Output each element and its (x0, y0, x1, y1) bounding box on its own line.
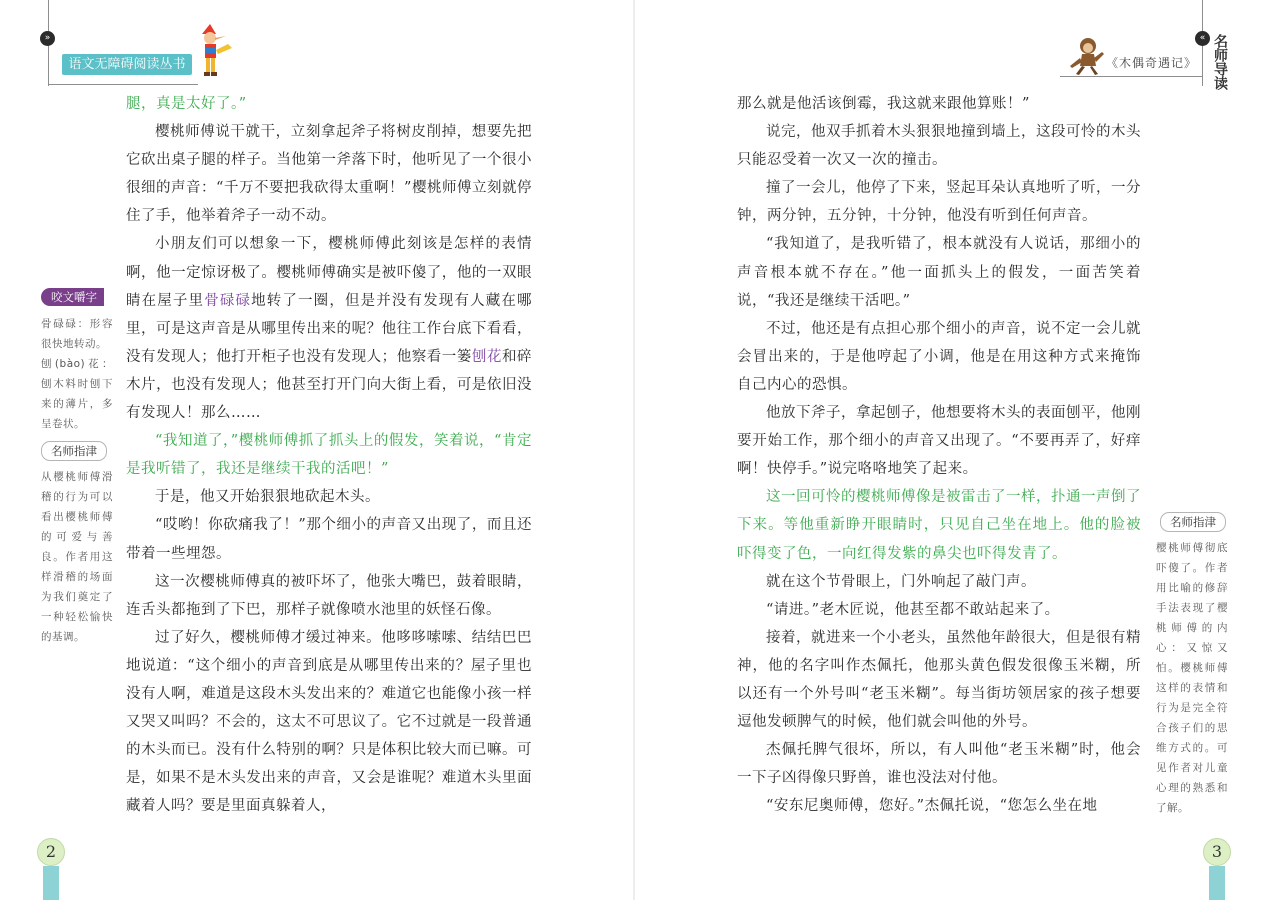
paragraph: 他放下斧子，拿起刨子，他想要将木头的表面刨平，他刚要开始工作，那个细小的声音又出现了。“不要再弄了，好痒啊！快停手。”说完咯咯地笑了起来。 (737, 405, 1141, 478)
paragraph: 樱桃师傅说干就干，立刻拿起斧子将树皮削掉，想要先把它砍出桌子腿的样子。当他第一斧落下时，他听见了一个很小很细的声音：“千万不要把我砍得太重啊！”樱桃师傅立刻就停住了手，他举着斧子一动不动。 (126, 124, 532, 225)
paragraph: 于是，他又开始狠狠地砍起木头。 (155, 489, 380, 506)
paragraph: “哎哟！你砍痛我了！”那个细小的声音又出现了，而且还带着一些埋怨。 (126, 517, 532, 562)
monkey-icon (1064, 36, 1106, 76)
paragraph: 那么就是他活该倒霉，我这就来跟他算账！” (737, 96, 1030, 112)
teacher-tip-note: 樱桃师傅彻底吓傻了。作者用比喻的修辞手法表现了樱桃师傅的内心：又惊又怕。樱桃师傅这样的表情和行为是完全符合孩子们的思维方式的。可见作者对儿童心理的熟悉和了解。 (1156, 542, 1228, 814)
page-number: 3 (1203, 838, 1231, 866)
paragraph: “我知道了，是我听错了，根本就没有人说话，那细小的声音根本就不存在。”他一面抓头上的假发，一面苦笑着说，“我还是继续干活吧。” (737, 236, 1141, 309)
glossary-note: 刨(bào)花：刨木料时刨下来的薄片，多呈卷状。 (41, 358, 113, 430)
paragraph: 腿，真是太好了。” (126, 96, 247, 112)
paragraph: 撞了一会儿，他停了下来，竖起耳朵认真地听了听，一分钟，两分钟，五分钟，十分钟，他没有听到任何声音。 (737, 180, 1141, 225)
page-number: 2 (37, 838, 65, 866)
paragraph: 杰佩托脾气很坏，所以，有人叫他“老玉米糊”时，他会一下子凶得像只野兽，谁也没法对付他。 (737, 742, 1141, 787)
paragraph: 过了好久，樱桃师傅才缓过神来。他哆哆嗦嗦、结结巴巴地说道：“这个细小的声音到底是从哪里传出来的？屋子里也没有人啊，难道是这段木头发出来的？难道它也能像小孩一样又哭又叫吗？不会的，这太不可思议了。它不过就是一段普通的木头而已。没有什么特别的啊？只是体积比较大而已嘛。可是，如果不是木头发出来的声音，又会是谁呢？难道木头里面藏着人吗？要是里面真躲着人， (126, 629, 532, 815)
paragraph (126, 230, 532, 427)
left-body-text (126, 90, 532, 820)
glossary-word: 刨花 (471, 348, 502, 365)
text-segment: 和碎木片，也没有发现人；他甚至打开门向大街上看，可是依旧没有发现人！那么…… (126, 348, 533, 422)
paragraph: 接着，就进来一个小老头，虽然他年龄很大，但是很有精神，他的名字叫作杰佩托，他那头黄色假发很像玉米糊，所以还有一个外号叫“老玉米糊”。每当街坊领居家的孩子想要逗他发顿脾气的时候，他们就会叫他的外号。 (737, 629, 1141, 731)
teacher-tip-label: 名师指津 (1160, 512, 1226, 532)
right-body-text (737, 90, 1141, 820)
series-name: 语文无障碍阅读丛书 (62, 54, 192, 75)
pinocchio-icon (196, 22, 240, 80)
teacher-tip-note: 从樱桃师傅滑稽的行为可以看出樱桃师傅的可爱与善良。作者用这样滑稽的场面为我们奠定了一种轻松愉快的基调。 (41, 471, 113, 643)
text-segment: 小朋友们可以想象一下，樱桃师傅此刻该是怎样的表情啊，他一定惊讶极了。樱桃师傅确实是被吓傻了，他的一双眼睛在屋子里 (126, 236, 532, 309)
paragraph: 不过，他还是有点担心那个细小的声音，说不定一会儿就会冒出来的，于是他哼起了小调，他是在用这种方式来掩饰自己内心的恐惧。 (737, 320, 1141, 393)
header-underline (1060, 76, 1202, 77)
paragraph: 就在这个节骨眼上，门外响起了敲门声。 (766, 573, 1036, 590)
page-tab (1209, 866, 1225, 900)
book-title: 《木偶奇遇记》 (1106, 56, 1198, 70)
glossary-label: 咬文嚼字 (41, 288, 104, 306)
section-tag: 名师导读 (1212, 34, 1228, 90)
paragraph: “我知道了，”樱桃师傅抓了抓头上的假发，笑着说，“肯定是我听错了，我还是继续干我的活吧！” (126, 433, 532, 478)
glossary-word: 骨碌碌 (204, 292, 252, 309)
text-segment: 地转了一圈，但是并没有发现有人藏在哪里，可是这声音是从哪里传出来的呢？他往工作台底下看看，没有发现人；他打开柜子也没有发现人；他察看一篓 (126, 292, 533, 365)
paragraph: “请进。”老木匠说，他甚至都不敢站起来了。 (766, 601, 1060, 618)
page-tab (43, 866, 59, 900)
double-arrow-icon: « (1195, 31, 1210, 46)
paragraph: “安东尼奥师傅，您好。”杰佩托说，“您怎么坐在地 (766, 798, 1098, 815)
paragraph: 说完，他双手抓着木头狠狠地撞到墙上，这段可怜的木头只能忍受着一次又一次的撞击。 (737, 124, 1141, 169)
paragraph: 这一回可怜的樱桃师傅像是被雷击了一样，扑通一声倒了下来。等他重新睁开眼睛时，只见自己坐在地上。他的脸被吓得变了色，一向红得发紫的鼻尖也吓得发青了。 (737, 489, 1141, 562)
paragraph: 这一次樱桃师傅真的被吓坏了，他张大嘴巴，鼓着眼睛，连舌头都拖到了下巴，那样子就像喷水池里的妖怪石像。 (126, 573, 532, 618)
header-underline (48, 84, 198, 85)
glossary-note: 骨碌碌：形容很快地转动。 (41, 318, 113, 350)
double-arrow-icon: » (40, 31, 55, 46)
teacher-tip-label: 名师指津 (41, 441, 107, 461)
